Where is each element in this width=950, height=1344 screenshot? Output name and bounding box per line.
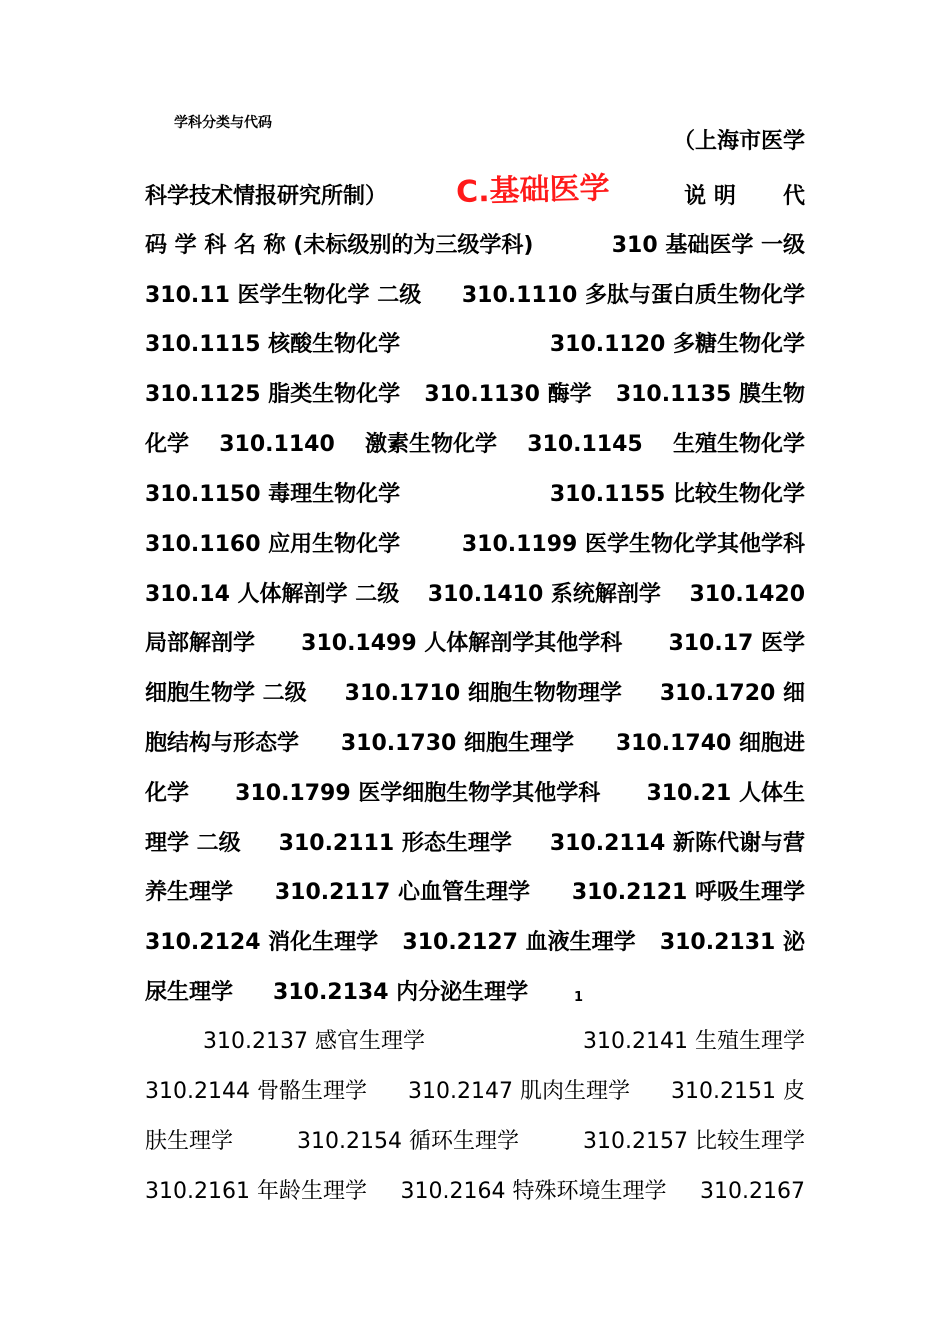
text-segment: 310.1410 系统解剖学 [427, 582, 661, 607]
page-number: 1 [574, 990, 584, 1005]
text-line [145, 629, 805, 659]
text-line [145, 127, 805, 157]
text-segment: 310.2151 皮 [671, 1079, 805, 1104]
text-segment: 310.2127 血液生理学 [402, 930, 636, 955]
text-segment: 胞结构与形态学 [145, 731, 300, 756]
text-segment: 科学技术情报研究所制） [145, 184, 388, 209]
text-segment: 激素生物化学 [364, 432, 497, 457]
text-segment: 尿生理学 [145, 980, 234, 1005]
text-segment: 细胞生物学 二级 [145, 681, 307, 706]
text-segment: 310.2137 感官生理学 [203, 1029, 425, 1054]
text-line [145, 729, 805, 759]
text-segment: 局部解剖学 [145, 631, 256, 656]
text-line [145, 878, 805, 908]
text-segment: 310.1145 [527, 432, 643, 457]
text-segment: 化学 [145, 781, 190, 806]
text-segment: 310.1720 细 [659, 681, 805, 706]
text-segment: 310.2154 循环生理学 [297, 1129, 519, 1154]
text-segment: 310.1499 人体解剖学其他学科 [301, 631, 623, 656]
text-segment: 310.1199 医学生物化学其他学科 [461, 532, 805, 557]
text-segment: 310.1150 毒理生物化学 [145, 482, 401, 507]
text-line [145, 182, 805, 212]
text-line [145, 430, 805, 460]
text-segment: 310.2167 [700, 1179, 805, 1204]
text-segment: 生殖生物化学 [672, 432, 805, 457]
text-line [145, 231, 805, 261]
text-segment: 310.2147 肌肉生理学 [408, 1079, 630, 1104]
text-segment: 310.2164 特殊环境生理学 [400, 1179, 667, 1204]
text-line [145, 281, 805, 311]
text-segment: 310.2144 骨骼生理学 [145, 1079, 367, 1104]
text-line [145, 580, 805, 610]
text-segment: 310.1115 核酸生物化学 [145, 332, 401, 357]
text-line [145, 1077, 805, 1107]
text-segment: 310.1135 膜生物 [615, 382, 805, 407]
text-segment: 310.21 人体生 [646, 781, 805, 806]
text-segment: 310.1710 细胞生物物理学 [344, 681, 622, 706]
text-line [145, 779, 805, 809]
section-title: C.基础医学 [455, 170, 610, 211]
text-segment: 说 明 [684, 184, 736, 209]
text-line [145, 530, 805, 560]
text-segment: 310.11 医学生物化学 二级 [145, 283, 422, 308]
text-segment: 310.2124 消化生理学 [145, 930, 379, 955]
text-segment: 肤生理学 [145, 1129, 234, 1154]
text-line [145, 679, 805, 709]
document-small-title: 学科分类与代码 [174, 115, 272, 131]
text-segment: 310.1740 细胞进 [615, 731, 805, 756]
text-segment: 310.1799 医学细胞生物学其他学科 [235, 781, 601, 806]
text-segment: 310.14 人体解剖学 二级 [145, 582, 400, 607]
text-line [145, 330, 805, 360]
text-line [145, 480, 805, 510]
text-line [145, 829, 805, 859]
text-line [145, 978, 805, 1008]
text-segment: 310.2134 内分泌生理学 [273, 980, 529, 1005]
text-segment: 理学 二级 [145, 831, 241, 856]
text-segment: 310.17 医学 [668, 631, 805, 656]
text-line [145, 380, 805, 410]
text-segment: 养生理学 [145, 880, 234, 905]
text-segment: 310.1110 多肽与蛋白质生物化学 [461, 283, 805, 308]
text-segment: 310.2161 年龄生理学 [145, 1179, 367, 1204]
text-segment: 310.2157 比较生理学 [583, 1129, 805, 1154]
text-line [145, 928, 805, 958]
text-segment: 310.1125 脂类生物化学 [145, 382, 401, 407]
text-segment: 310.2131 泌 [659, 930, 805, 955]
text-segment: 310.2114 新陈代谢与营 [549, 831, 805, 856]
text-line [145, 1177, 805, 1207]
text-segment: 码 学 科 名 称 (未标级别的为三级学科) [145, 233, 534, 258]
text-line [203, 1027, 805, 1057]
text-segment: 310.1155 比较生物化学 [549, 482, 805, 507]
text-segment: （上海市医学 [672, 129, 805, 154]
text-segment: 310.1130 酶学 [424, 382, 592, 407]
text-segment: 化学 [145, 432, 190, 457]
text-segment: 310.1140 [219, 432, 335, 457]
text-segment: 310.1120 多糖生物化学 [549, 332, 805, 357]
text-segment: 310.1160 应用生物化学 [145, 532, 401, 557]
text-segment: 310.1730 细胞生理学 [340, 731, 574, 756]
text-segment: 310.2121 呼吸生理学 [571, 880, 805, 905]
text-segment: 310.1420 [689, 582, 805, 607]
text-line [145, 1127, 805, 1157]
text-segment: 310.2111 形态生理学 [278, 831, 512, 856]
text-segment: 代 [782, 184, 805, 209]
text-segment: 310.2141 生殖生理学 [583, 1029, 805, 1054]
text-segment: 310 基础医学 一级 [611, 233, 805, 258]
text-segment: 310.2117 心血管生理学 [274, 880, 530, 905]
